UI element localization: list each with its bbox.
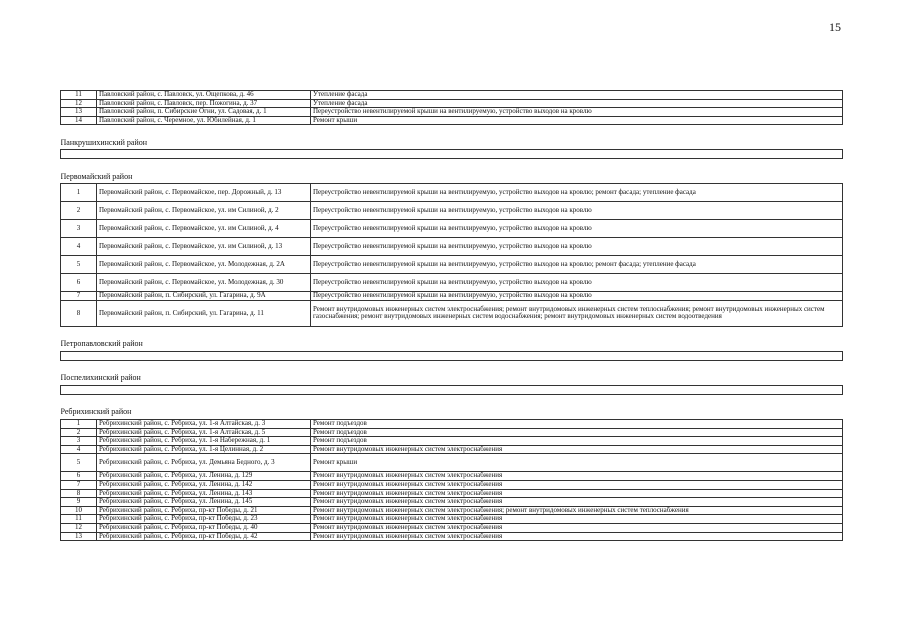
table-row (61, 419, 843, 428)
table-row (61, 99, 843, 108)
row-work-type: Утепление фасада (311, 99, 843, 108)
table-row (61, 506, 843, 515)
row-address: Ребрихинский район, с. Ребриха, пр-кт Победы, д. 21 (97, 506, 311, 515)
table-row (61, 274, 843, 292)
row-work-type: Переустройство невентилируемой крыши на вентилируемую, устройство выходов на кровлю (311, 292, 843, 301)
table-row (61, 220, 843, 238)
row-work-type: Ремонт внутридомовых инженерных систем электроснабжения (311, 532, 843, 541)
row-work-type: Переустройство невентилируемой крыши на вентилируемую, устройство выходов на кровлю; ремонт фасада; утепление фасада (311, 184, 843, 202)
empty-row (61, 351, 843, 360)
row-address: Ребрихинский район, с. Ребриха, ул. Ленина, д. 129 (97, 472, 311, 481)
row-number: 5 (61, 454, 97, 472)
row-address: Ребрихинский район, с. Ребриха, пр-кт Победы, д. 40 (97, 523, 311, 532)
row-address: Павловский район, с. Павловск, пер. Пожогина, д. 37 (97, 99, 311, 108)
table-row (61, 428, 843, 437)
row-work-type: Переустройство невентилируемой крыши на вентилируемую, устройство выходов на кровлю (311, 220, 843, 238)
row-number: 2 (61, 428, 97, 437)
empty-row (61, 385, 843, 394)
row-number: 3 (61, 437, 97, 446)
row-number: 13 (61, 532, 97, 541)
section-title-pervomaysky: Первомайский район (60, 171, 133, 181)
section-header (61, 360, 843, 385)
row-work-type: Утепление фасада (311, 91, 843, 100)
row-work-type: Ремонт подъездов (311, 428, 843, 437)
row-work-type: Переустройство невентилируемой крыши на вентилируемую, устройство выходов на кровлю (311, 238, 843, 256)
capital-repair-table (60, 90, 843, 541)
section-title-rebrikha: Ребрихинский район (60, 407, 132, 417)
row-number: 6 (61, 472, 97, 481)
section-title-pospelikha: Поспелихинский район (60, 373, 141, 383)
row-address: Павловский район, с. Павловск, ул. Ощепкова, д. 46 (97, 91, 311, 100)
row-work-type: Ремонт внутридомовых инженерных систем электроснабжения (311, 498, 843, 507)
section-title-petropavlovsky: Петропавловский район (60, 339, 143, 349)
row-address: Ребрихинский район, с. Ребриха, пр-кт Победы, д. 42 (97, 532, 311, 541)
row-work-type: Ремонт внутридомовых инженерных систем электроснабжения (311, 480, 843, 489)
row-number: 3 (61, 220, 97, 238)
row-address: Первомайский район, с. Первомайское, ул. им Силиной, д. 4 (97, 220, 311, 238)
row-address: Павловский район, с. Черемное, ул. Юбилейная, д. 1 (97, 116, 311, 125)
row-address: Ребрихинский район, с. Ребриха, ул. 1-я Целинная, д. 2 (97, 445, 311, 454)
row-number: 7 (61, 480, 97, 489)
empty-row (61, 150, 843, 159)
table-row (61, 108, 843, 117)
row-work-type: Ремонт внутридомовых инженерных систем электроснабжения (311, 445, 843, 454)
table-row (61, 202, 843, 220)
table-row (61, 523, 843, 532)
row-work-type: Переустройство невентилируемой крыши на вентилируемую, устройство выходов на кровлю (311, 108, 843, 117)
row-work-type: Ремонт крыши (311, 454, 843, 472)
row-number: 6 (61, 274, 97, 292)
table-row (61, 256, 843, 274)
row-work-type: Переустройство невентилируемой крыши на вентилируемую, устройство выходов на кровлю (311, 202, 843, 220)
row-address: Ребрихинский район, с. Ребриха, ул. Ленина, д. 143 (97, 489, 311, 498)
row-address: Первомайский район, п. Сибирский, ул. Гагарина, д. 9А (97, 292, 311, 301)
row-address: Первомайский район, п. Сибирский, ул. Гагарина, д. 11 (97, 300, 311, 326)
row-number: 12 (61, 523, 97, 532)
row-number: 12 (61, 99, 97, 108)
table-row (61, 480, 843, 489)
row-address: Павловский район, п. Сибирские Огни, ул. Садовая, д. 1 (97, 108, 311, 117)
table-row (61, 445, 843, 454)
row-number: 1 (61, 419, 97, 428)
row-work-type: Переустройство невентилируемой крыши на вентилируемую, устройство выходов на кровлю; ремонт фасада; утепление фасада (311, 256, 843, 274)
row-address: Первомайский район, с. Первомайское, ул. Молодежная, д. 30 (97, 274, 311, 292)
row-work-type: Ремонт внутридомовых инженерных систем электроснабжения (311, 523, 843, 532)
row-number: 5 (61, 256, 97, 274)
row-address: Ребрихинский район, с. Ребриха, ул. 1-я Алтайская, д. 5 (97, 428, 311, 437)
row-work-type: Переустройство невентилируемой крыши на вентилируемую, устройство выходов на кровлю (311, 274, 843, 292)
page-number: 15 (829, 20, 841, 34)
row-work-type: Ремонт внутридомовых инженерных систем электроснабжения; ремонт внутридомовых инженерных систем теплоснабжения (311, 506, 843, 515)
row-number: 8 (61, 489, 97, 498)
section-title-pankrushikha: Панкрушихинский район (60, 137, 148, 147)
row-address: Ребрихинский район, с. Ребриха, ул. Ленина, д. 142 (97, 480, 311, 489)
row-address: Ребрихинский район, с. Ребриха, ул. Демьяна Бедного, д. 3 (97, 454, 311, 472)
row-work-type: Ремонт внутридомовых инженерных систем электроснабжения; ремонт внутридомовых инженерных систем теплоснабжения; ремонт внутридомовых инженерных систем газоснабжения; ремонт внутридомовых инженерных систем водоснабжения; ремонт внутридомовых инженерных систем водоотведения (311, 300, 843, 326)
section-header (61, 326, 843, 351)
row-address: Первомайский район, с. Первомайское, ул. им Силиной, д. 2 (97, 202, 311, 220)
row-number: 10 (61, 506, 97, 515)
table-row (61, 437, 843, 446)
row-work-type: Ремонт внутридомовых инженерных систем электроснабжения (311, 515, 843, 524)
table-row (61, 532, 843, 541)
table-row (61, 300, 843, 326)
table-row (61, 116, 843, 125)
table-row (61, 498, 843, 507)
row-number: 4 (61, 238, 97, 256)
row-address: Первомайский район, с. Первомайское, ул. им Силиной, д. 13 (97, 238, 311, 256)
row-number: 11 (61, 91, 97, 100)
row-number: 2 (61, 202, 97, 220)
row-number: 13 (61, 108, 97, 117)
row-address: Ребрихинский район, с. Ребриха, ул. 1-я Набережная, д. 1 (97, 437, 311, 446)
row-work-type: Ремонт подъездов (311, 437, 843, 446)
row-work-type: Ремонт внутридомовых инженерных систем электроснабжения (311, 489, 843, 498)
row-number: 9 (61, 498, 97, 507)
table-row (61, 489, 843, 498)
table-row (61, 184, 843, 202)
row-number: 11 (61, 515, 97, 524)
table-row (61, 454, 843, 472)
table-row (61, 472, 843, 481)
row-address: Ребрихинский район, с. Ребриха, ул. 1-я Алтайская, д. 3 (97, 419, 311, 428)
row-number: 8 (61, 300, 97, 326)
section-header (61, 159, 843, 184)
table-row (61, 292, 843, 301)
table-row (61, 515, 843, 524)
section-header (61, 394, 843, 419)
row-number: 14 (61, 116, 97, 125)
row-address: Первомайский район, с. Первомайское, пер. Дорожный, д. 13 (97, 184, 311, 202)
row-work-type: Ремонт подъездов (311, 419, 843, 428)
row-number: 1 (61, 184, 97, 202)
row-address: Первомайский район, с. Первомайское, ул. Молодежная, д. 2А (97, 256, 311, 274)
row-work-type: Ремонт крыши (311, 116, 843, 125)
row-address: Ребрихинский район, с. Ребриха, ул. Ленина, д. 145 (97, 498, 311, 507)
section-header (61, 125, 843, 150)
row-number: 4 (61, 445, 97, 454)
table-row (61, 91, 843, 100)
row-address: Ребрихинский район, с. Ребриха, пр-кт Победы, д. 23 (97, 515, 311, 524)
table-row (61, 238, 843, 256)
row-number: 7 (61, 292, 97, 301)
row-work-type: Ремонт внутридомовых инженерных систем электроснабжения (311, 472, 843, 481)
